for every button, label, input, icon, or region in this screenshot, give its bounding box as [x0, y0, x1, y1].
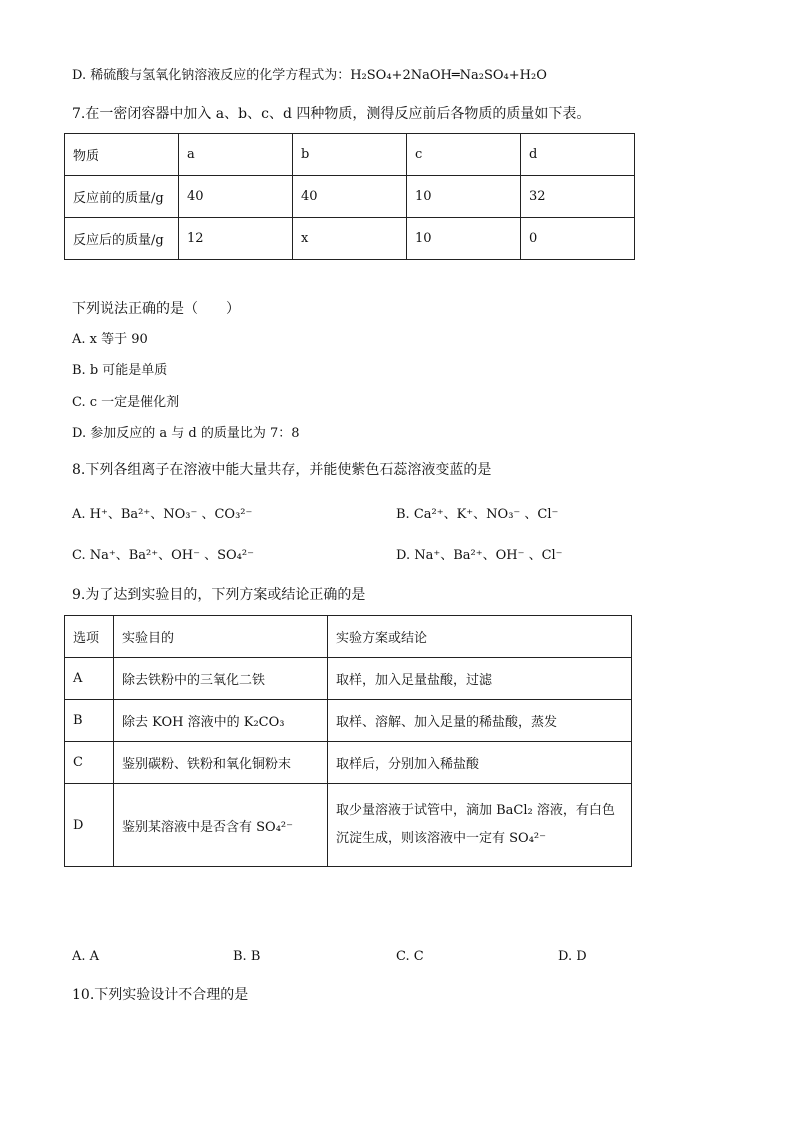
- q9-option-a: A. A: [72, 949, 100, 964]
- table-cell: 除去 KOH 溶液中的 K₂CO₃: [114, 700, 328, 742]
- table-header-row: [65, 616, 632, 658]
- q8-option-a: A. H⁺、Ba²⁺、NO₃⁻ 、CO₃²⁻: [72, 507, 253, 522]
- q9-option-b: B. B: [233, 949, 261, 964]
- q6-option-d: D. 稀硫酸与氢氧化钠溶液反应的化学方程式为：H₂SO₄+2NaOH═Na₂SO₄+H₂O: [72, 68, 547, 83]
- table-row: [65, 700, 632, 742]
- table-cell: 40: [293, 176, 407, 218]
- table-cell: x: [293, 218, 407, 260]
- table-cell: B: [65, 700, 114, 742]
- q9-option-c: C. C: [396, 949, 424, 964]
- table-cell: 12: [179, 218, 293, 260]
- table-header-cell: 实验方案或结论: [328, 616, 632, 658]
- table-header-row: [65, 134, 635, 176]
- q7-table: [64, 133, 635, 260]
- table-cell: 0: [521, 218, 635, 260]
- q8-option-c: C. Na⁺、Ba²⁺、OH⁻ 、SO₄²⁻: [72, 548, 254, 563]
- q7-question: 下列说法正确的是（ ）: [72, 301, 240, 317]
- q10-stem: 10.下列实验设计不合理的是: [72, 987, 249, 1003]
- q8-stem: 8.下列各组离子在溶液中能大量共存，并能使紫色石蕊溶液变蓝的是: [72, 462, 492, 478]
- q8-option-b: B. Ca²⁺、K⁺、NO₃⁻ 、Cl⁻: [396, 507, 559, 522]
- table-cell: 取样后，分别加入稀盐酸: [328, 742, 632, 784]
- table-cell: 10: [407, 176, 521, 218]
- table-cell: 10: [407, 218, 521, 260]
- table-header-cell: 物质: [65, 134, 179, 176]
- table-row: [65, 784, 632, 867]
- table-cell: 鉴别碳粉、铁粉和氧化铜粉末: [114, 742, 328, 784]
- plan-line-1: 取少量溶液于试管中，滴加 BaCl₂ 溶液，有白色: [336, 803, 615, 818]
- table-header-cell: 实验目的: [114, 616, 328, 658]
- table-header-cell: 选项: [65, 616, 114, 658]
- table-header-cell: d: [521, 134, 635, 176]
- table-cell: 取样、溶解、加入足量的稀盐酸，蒸发: [328, 700, 632, 742]
- q9-stem: 9.为了达到实验目的，下列方案或结论正确的是: [72, 587, 366, 603]
- q9-table: [64, 615, 632, 867]
- table-cell: 除去铁粉中的三氧化二铁: [114, 658, 328, 700]
- table-header-cell: a: [179, 134, 293, 176]
- table-cell: 反应后的质量/g: [65, 218, 179, 260]
- table-cell: C: [65, 742, 114, 784]
- table-header-cell: c: [407, 134, 521, 176]
- table-cell: 40: [179, 176, 293, 218]
- table-cell: 鉴别某溶液中是否含有 SO₄²⁻: [114, 784, 328, 867]
- table-row: [65, 176, 635, 218]
- table-cell-multiline: [328, 784, 632, 867]
- q7-option-b: B. b 可能是单质: [72, 363, 168, 378]
- plan-line-2: 沉淀生成，则该溶液中一定有 SO₄²⁻: [336, 831, 546, 846]
- q7-option-a: A. x 等于 90: [72, 332, 148, 347]
- q7-option-c: C. c 一定是催化剂: [72, 395, 180, 410]
- q7-option-d: D. 参加反应的 a 与 d 的质量比为 7：8: [72, 426, 300, 441]
- q7-stem: 7.在一密闭容器中加入 a、b、c、d 四种物质，测得反应前后各物质的质量如下表。: [72, 106, 591, 122]
- table-row: [65, 742, 632, 784]
- table-cell: 取样，加入足量盐酸，过滤: [328, 658, 632, 700]
- q8-option-d: D. Na⁺、Ba²⁺、OH⁻ 、Cl⁻: [396, 548, 563, 563]
- table-cell: D: [65, 784, 114, 867]
- table-cell: A: [65, 658, 114, 700]
- table-row: [65, 658, 632, 700]
- table-cell: 反应前的质量/g: [65, 176, 179, 218]
- table-cell: 32: [521, 176, 635, 218]
- table-row: [65, 218, 635, 260]
- table-header-cell: b: [293, 134, 407, 176]
- q9-option-d: D. D: [558, 949, 587, 964]
